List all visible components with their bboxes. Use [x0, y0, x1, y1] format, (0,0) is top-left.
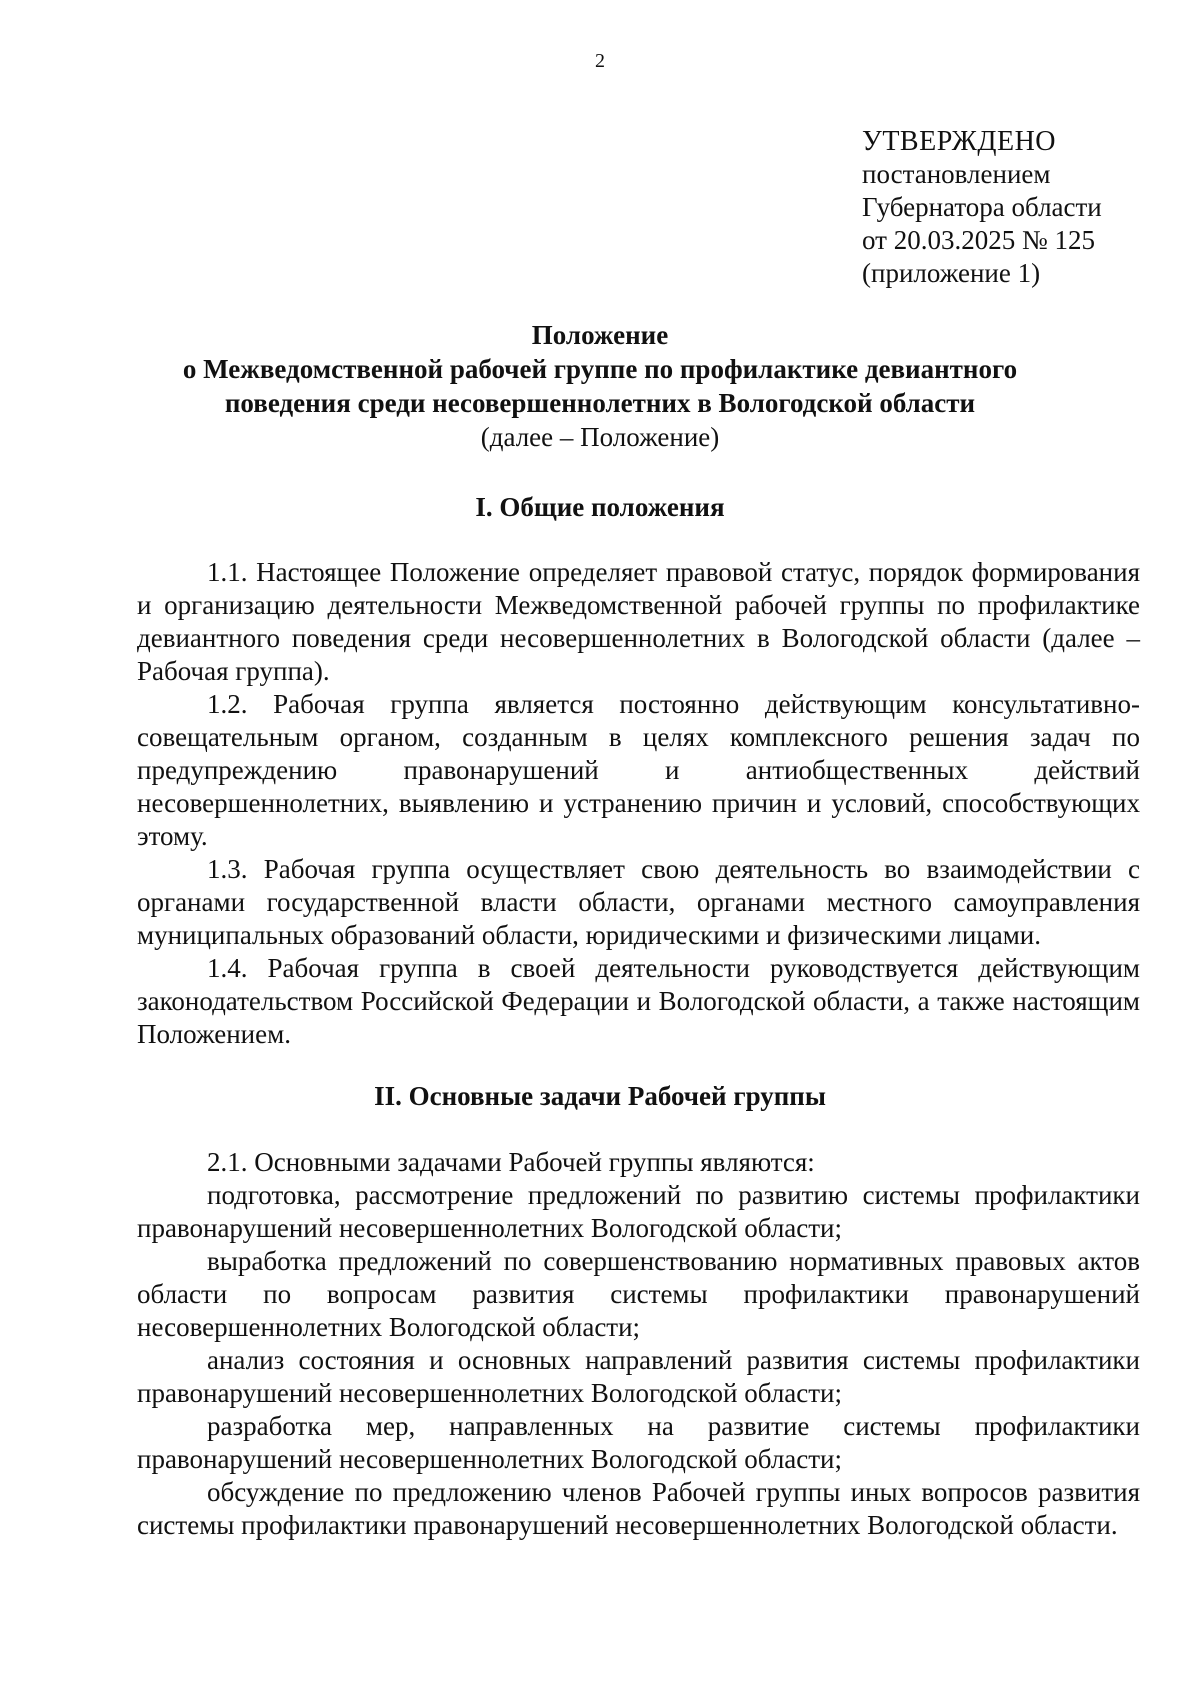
page-number: 2: [595, 50, 605, 72]
section-2-heading: II. Основные задачи Рабочей группы: [374, 1081, 826, 1111]
section-1-body: [137, 556, 1140, 1051]
section-2-body: [137, 1146, 1140, 1542]
task-item-2: выработка предложений по совершенствованию нормативных правовых актов области по вопросам развития системы профилактики правонарушений несовершеннолетних Вологодской области;: [137, 1246, 1140, 1342]
paragraph-1-1: 1.1. Настоящее Положение определяет правовой статус, порядок формирования и организацию деятельности Межведомственной рабочей группы по профилактике девиантного поведения среди несовершеннолетних в Вологодской области (далее – Рабочая группа).: [137, 557, 1140, 686]
task-item-4: разработка мер, направленных на развитие системы профилактики правонарушений несовершеннолетних Вологодской области;: [137, 1411, 1140, 1474]
approval-heading: УТВЕРЖДЕНО: [862, 126, 1057, 157]
approval-line-2: Губернатора области: [862, 192, 1102, 222]
paragraph-1-3: 1.3. Рабочая группа осуществляет свою деятельность во взаимодействии с органами государственной власти области, органами местного самоуправления муниципальных образований области, юридическими и физическими лицами.: [137, 854, 1140, 950]
approval-stamp-block: [862, 125, 1182, 290]
document-title-block: [0, 318, 1200, 454]
approval-line-3: от 20.03.2025 № 125: [862, 225, 1095, 255]
task-item-1: подготовка, рассмотрение предложений по развитию системы профилактики правонарушений несовершеннолетних Вологодской области;: [137, 1180, 1140, 1243]
approval-line-4: (приложение 1): [862, 258, 1041, 288]
approval-line-1: постановлением: [862, 159, 1051, 189]
paragraph-1-2: 1.2. Рабочая группа является постоянно действующим консультативно-совещательным органом, созданным в целях комплексного решения задач по предупреждению правонарушений и антиобщественных действий несовершеннолетних, выявлению и устранению причин и условий, способствующих этому.: [137, 689, 1140, 851]
document-subtitle-line-2: поведения среди несовершеннолетних в Вологодской области: [224, 388, 976, 418]
section-1-heading: I. Общие положения: [475, 492, 725, 522]
task-item-5: обсуждение по предложению членов Рабочей группы иных вопросов развития системы профилактики правонарушений несовершеннолетних Вологодской области.: [137, 1477, 1140, 1540]
paragraph-2-1: 2.1. Основными задачами Рабочей группы являются:: [207, 1147, 815, 1177]
paragraph-1-4: 1.4. Рабочая группа в своей деятельности руководствуется действующим законодательством Российской Федерации и Вологодской области, а также настоящим Положением.: [137, 953, 1140, 1049]
document-subtitle-line-1: о Межведомственной рабочей группе по профилактике девиантного: [182, 354, 1018, 384]
document-title-note: (далее – Положение): [480, 422, 720, 452]
task-item-3: анализ состояния и основных направлений развития системы профилактики правонарушений несовершеннолетних Вологодской области;: [137, 1345, 1140, 1408]
document-title: Положение: [531, 320, 669, 350]
